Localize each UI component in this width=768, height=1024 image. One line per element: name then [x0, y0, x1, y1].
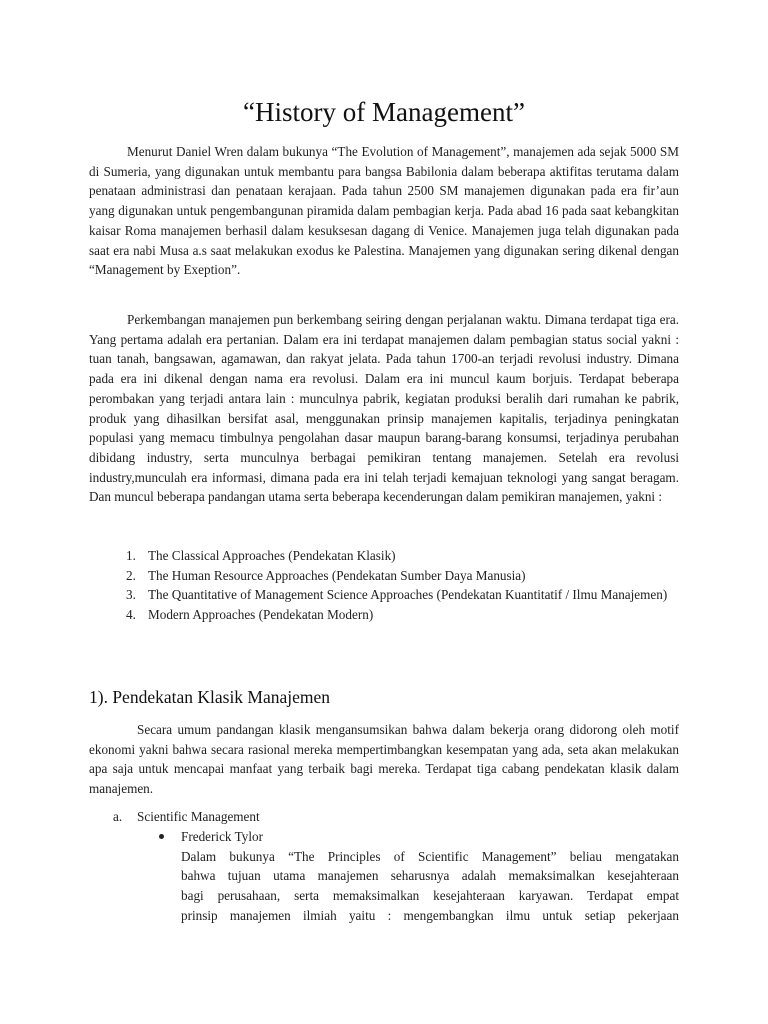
sublist-label: Scientific Management — [137, 809, 260, 824]
list-item-text: The Classical Approaches (Pendekatan Klasik) — [148, 548, 396, 563]
sublist-item-scientific-management — [113, 807, 260, 827]
bullet-desc-line: Dalam bukunya “The Principles of Scientific Management” beliau mengatakan — [181, 848, 679, 864]
list-number: 1. — [126, 548, 136, 563]
list-item — [89, 546, 679, 566]
list-number: 4. — [126, 606, 136, 622]
sublist-letter: a. — [113, 809, 123, 824]
section-heading-classical: 1). Pendekatan Klasik Manajemen — [89, 687, 331, 707]
list-number: 2. — [126, 567, 136, 583]
bullet-name: Frederick Tylor — [181, 829, 263, 844]
bullet-desc-line: bahwa tujuan utama manajemen seharusnya adalah memaksimalkan kesejahteraan — [181, 868, 679, 884]
bullet-item-frederick-tylor — [156, 827, 679, 926]
list-item — [89, 585, 679, 605]
bullet-desc-line: bagi perusahaan, serta memaksimalkan kesejahteraan karyawan. Terdapat empat — [181, 888, 679, 904]
paragraph-history-origins: Menurut Daniel Wren dalam bukunya “The Evolution of Management”, manajemen ada sejak 5000 SM di Sumeria, yang digunakan untuk membantu para bangsa Babilonia dalam beberapa aktifitas terutama dalam penataan administrasi dan penataan kerajaan. Pada tahun 2500 SM manajemen digunakan pada era fir’aun yang digunakan untuk pengembangunan piramida dalam pembagian kerja. Pada abad 16 pada saat kebangkitan kaisar Roma manajemen berhasil dalam kesuksesan dagang di Venice. Manajemen juga telah digunakan pada saat era nabi Musa a.s saat melakukan exodus ke Palestina. Manajemen yang digunakan sering dikenal dengan “Management by Exeption”. — [89, 144, 679, 278]
approaches-list — [89, 546, 679, 624]
list-item — [89, 566, 679, 586]
paragraph-classical-view: Secara umum pandangan klasik mengansumsikan bahwa dalam bekerja orang didorong oleh motif ekonomi yakni bahwa secara rasional mereka mempertimbangkan kesempatan yang ada, seta akan melakukan apa saja untuk mencapai manfaat yang terbaik bagi mereka. Terdapat tiga cabang pendekatan klasik dalam manajemen. — [89, 722, 679, 797]
list-item — [89, 605, 679, 625]
list-item-text: Modern Approaches (Pendekatan Modern) — [148, 606, 374, 622]
document-title: “History of Management” — [243, 97, 525, 127]
list-number: 3. — [126, 587, 136, 602]
bullet-desc-line: prinsip manajemen ilmiah yaitu : mengembangkan ilmu untuk setiap pekerjaan — [181, 907, 679, 923]
list-item-text: The Quantitative of Management Science Approaches (Pendekatan Kuantitatif / Ilmu Manajemen) — [148, 587, 668, 602]
bullet-dot-icon — [159, 834, 164, 839]
list-item-text: The Human Resource Approaches (Pendekatan Sumber Daya Manusia) — [148, 567, 526, 583]
bullet-line — [156, 827, 679, 847]
paragraph-management-eras: Perkembangan manajemen pun berkembang seiring dengan perjalanan waktu. Dimana terdapat tiga era. Yang pertama adalah era pertanian. Dalam era ini terdapat manajemen dalam pembagian status social yakni : tuan tanah, bangsawan, agamawan, dan rakyat jelata. Pada tahun 1700-an terjadi revolusi industry. Dimana pada era ini dikenal dengan nama era revolusi. Dalam era ini muncul kaum borjuis. Terdapat beberapa perombakan yang terjadi antara lain : munculnya pabrik, kegiatan produksi beralih dari rumahan ke pabrik, produk yang dihasilkan bersifat asal, menggunakan prinsip manajemen kapitalis, terjadinya peningkatan populasi yang memacu timbulnya pengolahan dasar maupun barang-barang konsumsi, terjadinya perubahan dibidang industry, serta munculnya berbagai pemikiran tentang manajemen. Setelah era revolusi industry,munculah era informasi, dimana pada era ini telah terjadi kemajuan teknologi yang sangat beragam. Dan muncul beberapa pandangan utama serta beberapa kecenderungan dalam pemikiran manajemen, yakni : — [89, 312, 679, 505]
